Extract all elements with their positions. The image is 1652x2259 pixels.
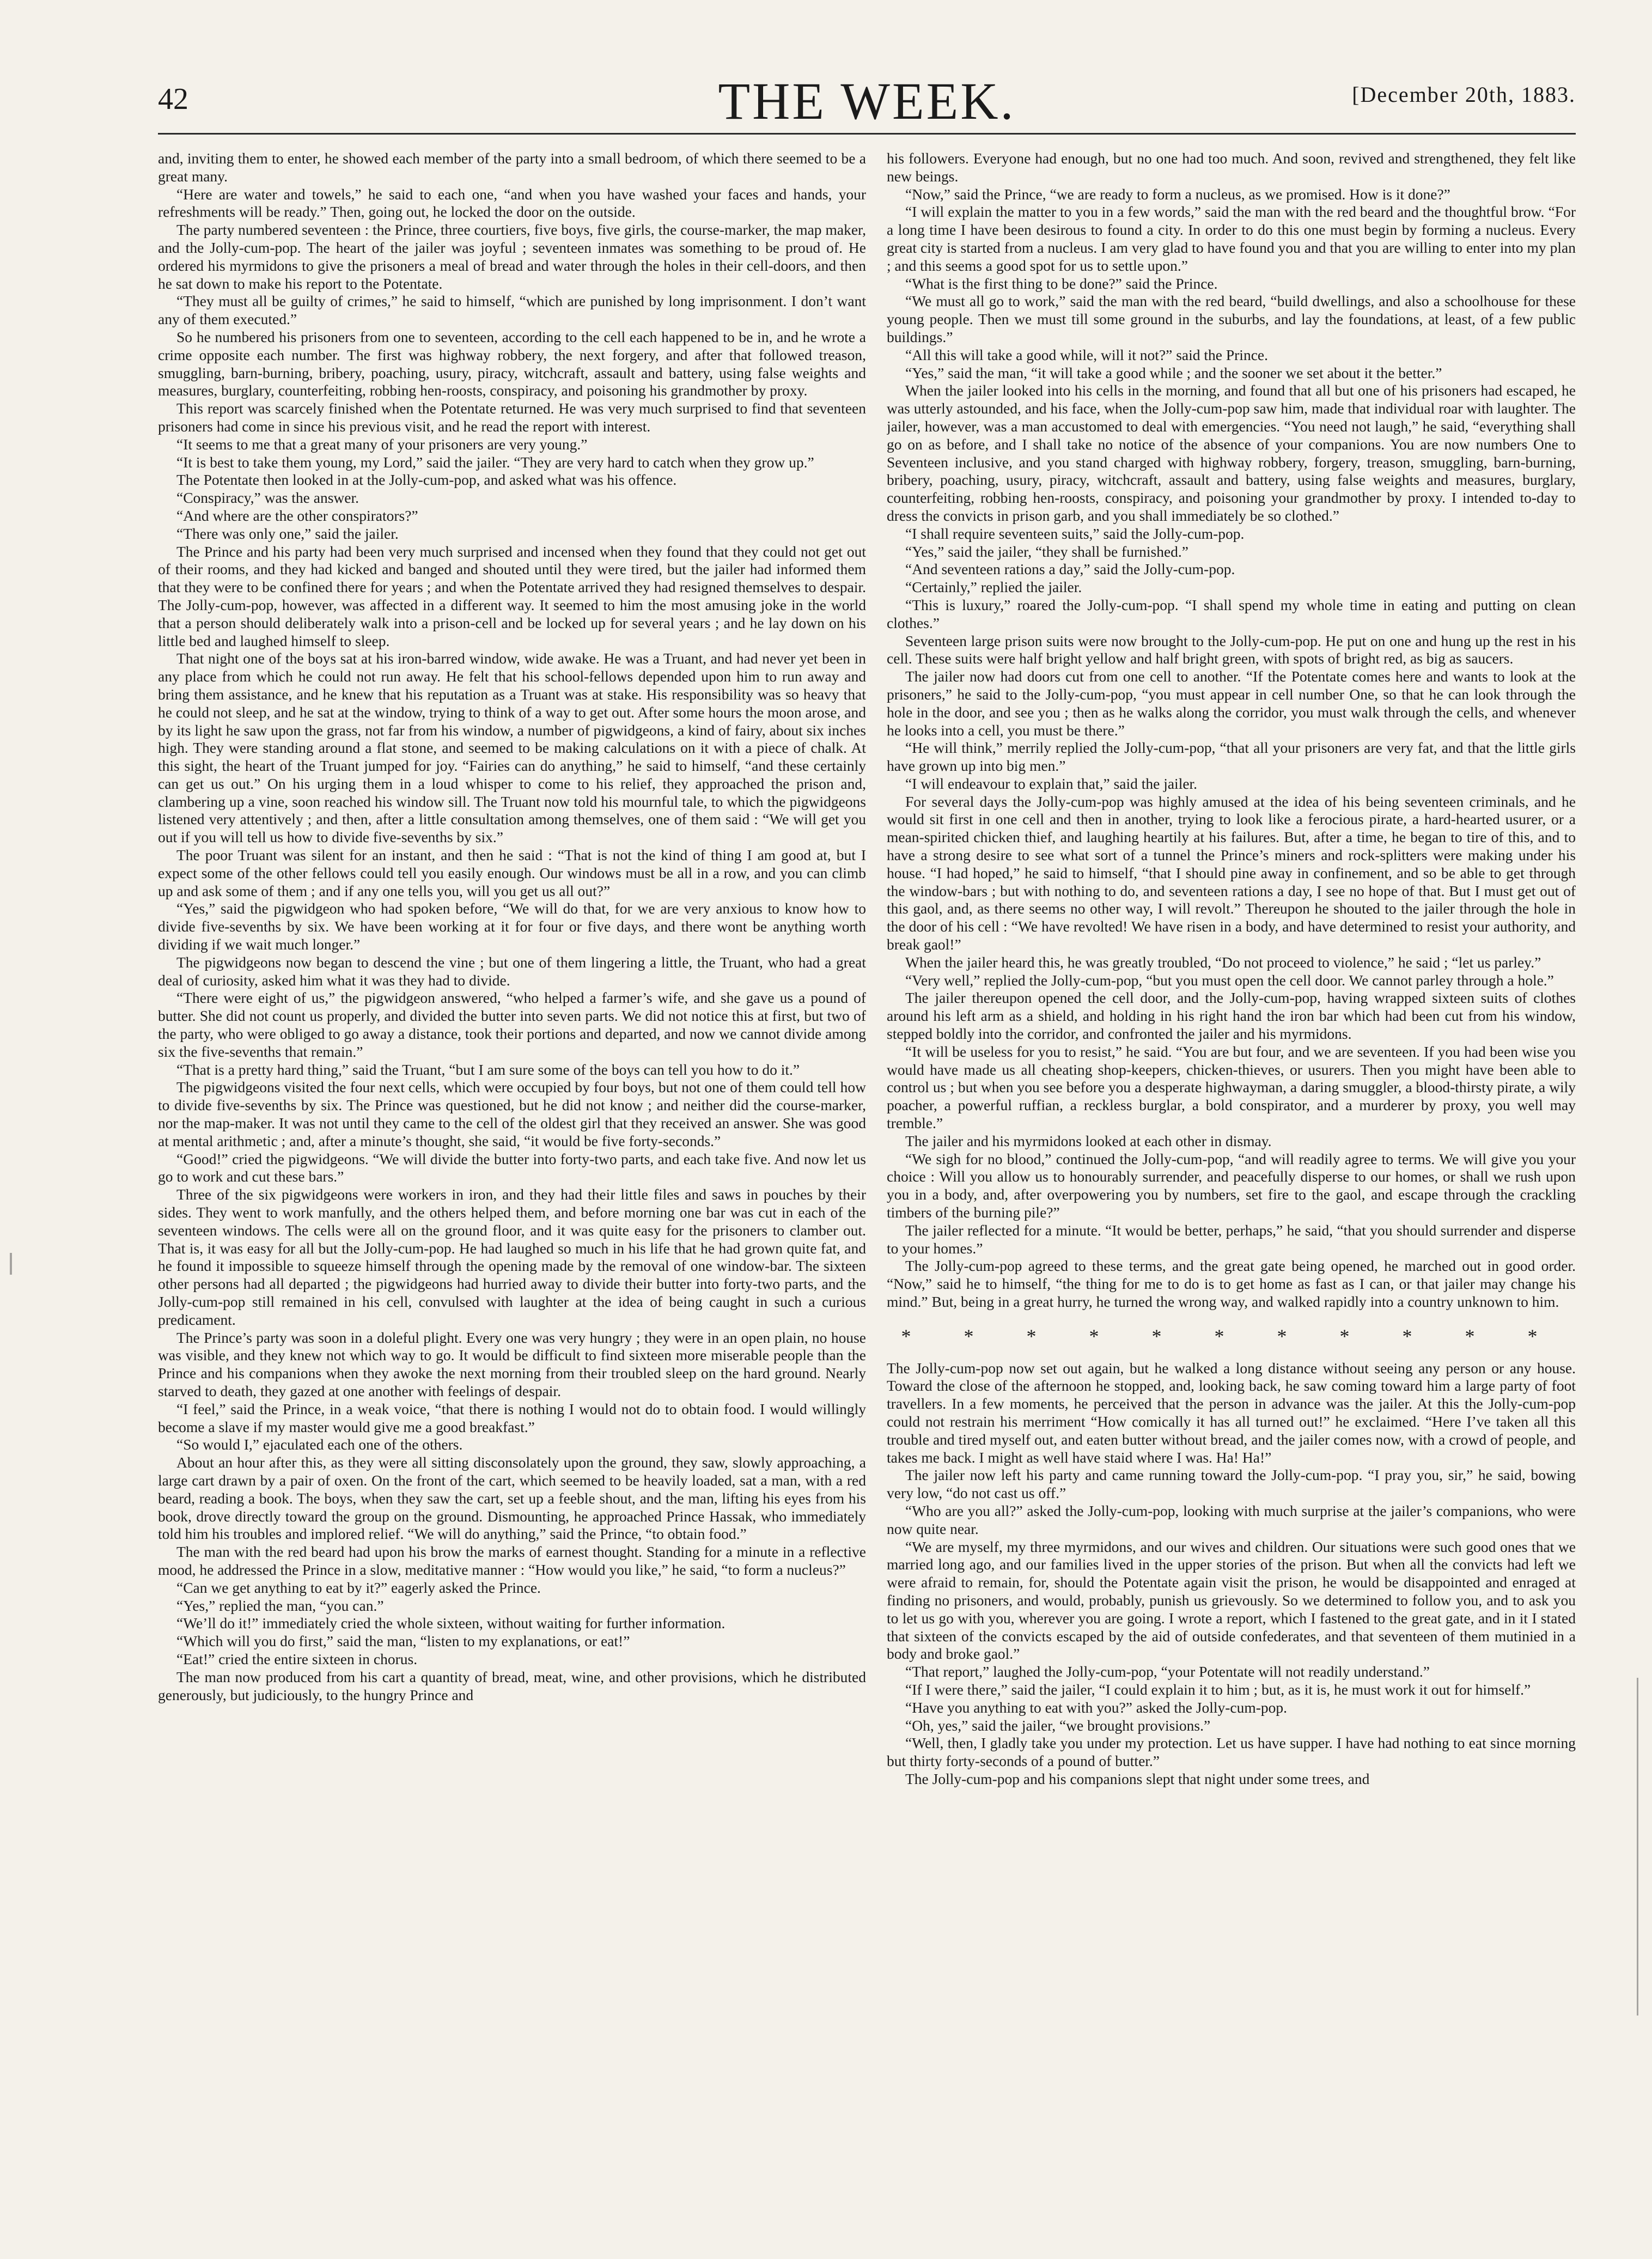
paragraph: The jailer reflected for a minute. “It would be better, perhaps,” he said, “that you should surrender and disperse to your homes.” [887, 1221, 1576, 1257]
paragraph: The poor Truant was silent for an instant, and then he said : “That is not the kind of thing I am good at, but I expect some of the other fellows could tell you easily enough. Our windows must be all in a row, and you can climb up and ask some of them ; and if any one tells you, will you get us all out?” [158, 847, 866, 899]
paragraph: “I will endeavour to explain that,” said the jailer. [905, 775, 1198, 792]
paragraph: his followers. Everyone had enough, but no one had too much. And soon, revived and strengthened, they felt like new beings. [887, 150, 1576, 185]
paragraph: “And where are the other conspirators?” [176, 507, 418, 524]
paragraph: “Here are water and towels,” he said to each one, “and when you have washed your faces and hands, your refreshments will be ready.” Then, going out, he locked the door on the outside. [158, 185, 866, 221]
paragraph: The jailer now left his party and came running toward the Jolly-cum-pop. “I pray you, sir,” he said, bowing very low, “do not cast us off.” [887, 1466, 1576, 1502]
paragraph: “They must all be guilty of crimes,” he said to himself, “which are punished by long imprisonment. I don’t want any of them executed.” [158, 293, 866, 328]
binding-mark [10, 1253, 12, 1275]
paragraph: The man with the red beard had upon his brow the marks of earnest thought. Standing for a minute in a reflective mood, he addressed the Prince in a slow, meditative manner : “How would you like,” he said, “to form a nucleus?” [158, 1543, 866, 1578]
paragraph: “Very well,” replied the Jolly-cum-pop, “but you must open the cell door. We cannot parley through a hole.” [905, 971, 1554, 989]
page-header [158, 71, 1576, 131]
paragraph: “There were eight of us,” the pigwidgeon answered, “who helped a farmer’s wife, and she gave us a pound of butter. She did not count us properly, and divided the butter into seven parts. We did not notice this at first, but two of the party, who were obliged to go away a distance, took their portions and departed, and now we cannot divide among six the five-sevenths that remain.” [158, 989, 866, 1060]
paragraph: The jailer now had doors cut from one cell to another. “If the Potentate comes here and wants to look at the prisoners,” he said to the Jolly-cum-pop, “you must appear in cell number One, so that he can look through the hole in the door, and see you ; then as he walks along the corridor, you must walk through the cells, and whenever he looks into a cell, you must be there.” [887, 668, 1576, 739]
paragraph: “All this will take a good while, will it not?” said the Prince. [905, 346, 1268, 363]
paragraph: “Oh, yes,” said the jailer, “we brought provisions.” [905, 1716, 1211, 1734]
paragraph: “Yes,” said the jailer, “they shall be furnished.” [905, 543, 1188, 560]
page-number: 42 [158, 82, 188, 116]
paragraph: When the jailer looked into his cells in the morning, and found that all but one of his prisoners had escaped, he was utterly astounded, and his face, when the Jolly-cum-pop saw him, made that individual roar with laughter. The jailer, however, was a man accustomed to deal with emergencies. “You need not laugh,” he said, “everything shall go on as before, and I shall take no notice of the absence of your companions. You are now numbers One to Seventeen inclusive, and you stand charged with highway robbery, forgery, treason, smuggling, barn-burning, bribery, poaching, usury, piracy, witchcraft, assault and battery, using false weights and measures, burglary, counterfeiting, robbing hen-roosts, conspiracy, and poisoning your grandmother by proxy. I intended to-day to dress the convicts in prison garb, and you shall immediately be so clothed.” [887, 382, 1576, 524]
paragraph: “Certainly,” replied the jailer. [905, 579, 1082, 596]
paragraph: The pigwidgeons now began to descend the vine ; but one of them lingering a little, the Truant, who had a great deal of curiosity, asked him what it was they had to divide. [158, 953, 866, 989]
paragraph: About an hour after this, as they were all sitting disconsolately upon the ground, they saw, slowly approaching, a large cart drawn by a pair of oxen. On the front of the cart, which seemed to be heavily loaded, sat a man, with a red beard, reading a book. The boys, when they saw the cart, set up a feeble shout, and the man, lifting his eyes from his book, drove directly toward the group on the ground. Dismounting, he approached Prince Hassak, who immediately told him his troubles and implored relief. “We will do anything,” said the Prince, “to obtain food.” [158, 1454, 866, 1543]
paragraph: “What is the first thing to be done?” said the Prince. [905, 275, 1218, 292]
paragraph: “We sigh for no blood,” continued the Jolly-cum-pop, “and will readily agree to terms. We will give you your choice : Will you allow us to honourably surrender, and peacefully disperse to our homes, or shall we rush upon you in a body, and, after overpowering you by numbers, set fire to the gaol, and escape through the crackling timbers of the burning pile?” [887, 1150, 1576, 1221]
paragraph: “If I were there,” said the jailer, “I could explain it to him ; but, as it is, he must work it out for himself.” [905, 1680, 1531, 1698]
paragraph: When the jailer heard this, he was greatly troubled, “Do not proceed to violence,” he said ; “let us parley.” [905, 953, 1541, 971]
paragraph: “It seems to me that a great many of your prisoners are very young.” [176, 435, 588, 453]
paragraph: The Jolly-cum-pop and his companions slept that night under some trees, and [905, 1770, 1370, 1787]
header-rule [158, 133, 1576, 135]
paragraph: Three of the six pigwidgeons were workers in iron, and they had their little files and saws in pouches by their sides. They went to work manfully, and the others helped them, and before morning one bar was cut in each of the seventeen windows. The cells were all on the ground floor, and it was quite easy for the prisoners to clamber out. That is, it was easy for all but the Jolly-cum-pop. He had laughed so much in his life that he had grown quite fat, and he found it impossible to squeeze himself through the opening made by the removal of one window-bar. The sixteen other persons had all departed ; the pigwidgeons had hurried away to divide their butter into forty-two parts, and the Jolly-cum-pop still remained in his cell, convulsed with laughter at the idea of being caught in such a curious predicament. [158, 1186, 866, 1328]
paragraph: “Conspiracy,” was the answer. [176, 489, 359, 507]
paragraph: “That is a pretty hard thing,” said the Truant, “but I am sure some of the boys can tell you how to do it.” [176, 1061, 800, 1078]
right-column [887, 150, 1576, 2236]
paragraph: “Good!” cried the pigwidgeons. “We will divide the butter into forty-two parts, and each take five. And now let us go to work and cut these bars.” [158, 1150, 866, 1185]
paragraph: “That report,” laughed the Jolly-cum-pop, “your Potentate will not readily understand.” [905, 1663, 1430, 1680]
right-column-part-two [887, 1360, 1576, 1788]
paragraph: “I feel,” said the Prince, in a weak voice, “that there is nothing I would not do to obtain food. I would willingly become a slave if my master would give me a good breakfast.” [158, 1400, 866, 1435]
paragraph: “There was only one,” said the jailer. [176, 525, 399, 542]
paragraph: “Yes,” replied the man, “you can.” [176, 1597, 384, 1614]
paragraph: “We’ll do it!” immediately cried the whole sixteen, without waiting for further information. [176, 1615, 726, 1632]
paragraph: “It will be useless for you to resist,” he said. “You are but four, and we are seventeen. If you had been wise you would have made us all cheating shop-keepers, chicken-thieves, or usurers. Then you might have been able to control us ; but when you see before you a desperate highwayman, a daring smuggler, a blood-thirsty pirate, a wily poacher, a powerful ruffian, a reckless burglar, a bold conspirator, and a murderer by proxy, you well may tremble.” [887, 1043, 1576, 1132]
paragraph: The Prince and his party had been very much surprised and incensed when they found that they could not get out of their rooms, and they had kicked and banged and shouted until they were tired, but the jailer had informed them that they were to be confined there for years ; and when the Potentate arrived they had resigned themselves to despair. The Jolly-cum-pop, however, was affected in a different way. It seemed to him the most amusing joke in the world that a person should deliberately walk into a prison-cell and be locked up for several years ; and he lay down on his little bed and laughed himself to sleep. [158, 543, 866, 649]
paragraph: “This is luxury,” roared the Jolly-cum-pop. “I shall spend my whole time in eating and putting on clean clothes.” [887, 596, 1576, 631]
paragraph: “Eat!” cried the entire sixteen in chorus. [176, 1650, 418, 1667]
paragraph: “Now,” said the Prince, “we are ready to form a nucleus, as we promised. How is it done?” [905, 185, 1450, 203]
paragraph: The jailer and his myrmidons looked at each other in dismay. [905, 1132, 1272, 1149]
paragraph: “So would I,” ejaculated each one of the others. [176, 1436, 463, 1453]
paragraph: “And seventeen rations a day,” said the Jolly-cum-pop. [905, 561, 1235, 578]
paragraph: “We must all go to work,” said the man with the red beard, “build dwellings, and also a schoolhouse for these young people. Then we must till some ground in the suburbs, and lay the foundations, at least, of a few public buildings.” [887, 293, 1576, 345]
paragraph: The party numbered seventeen : the Prince, three courtiers, five boys, five girls, the course-marker, the map maker, and the Jolly-cum-pop. The heart of the jailer was joyful ; seventeen inmates was something to be proud of. He ordered his myrmidons to give the prisoners a meal of bread and water through the holes in their cell-doors, and then he sat down to make his report to the Potentate. [158, 221, 866, 292]
binding-mark [1637, 1678, 1638, 2016]
right-column-part-one [887, 150, 1576, 1311]
paragraph: “Who are you all?” asked the Jolly-cum-pop, looking with much surprise at the jailer’s companions, who were now quite near. [887, 1502, 1576, 1537]
paragraph: The man now produced from his cart a quantity of bread, meat, wine, and other provisions, which he distributed generously, but judiciously, to the hungry Prince and [158, 1668, 866, 1703]
paragraph: “He will think,” merrily replied the Jolly-cum-pop, “that all your prisoners are very fat, and that the little girls have grown up into big men.” [887, 739, 1576, 775]
paragraph: The Jolly-cum-pop now set out again, but he walked a long distance without seeing any person or any house. Toward the close of the afternoon he stopped, and, looking back, he saw coming toward him a large party of foot travellers. In a few moments, he perceived that the person in advance was the jailer. At this the Jolly-cum-pop could not restrain his merriment “How comically it has all turned out!” he exclaimed. “Here I’ve taken all this trouble and tired myself out, and eaten butter without bread, and the jailer comes now, with a crowd of people, and takes me back. I might as well have staid where I was. Ha! Ha!” [887, 1359, 1576, 1466]
paragraph: For several days the Jolly-cum-pop was highly amused at the idea of his being seventeen criminals, and he would sit first in one cell and then in another, trying to look like a ferocious pirate, a hard-hearted usurer, or a mean-spirited chicken thief, and laughing heartily at his failures. But, after a time, he began to tire of this, and to have a strong desire to see what sort of a tunnel the Prince’s miners and rock-splitters were making under his house. “I had hoped,” he said to himself, “that I should pine away in confinement, and so be able to get through the window-bars ; but with nothing to do, and seventeen rations a day, I see no hope of that. But I must get out of this gaol, and, as there seems no other way, I will revolt.” Thereupon he shouted to the jailer through the hole in the door of his cell : “We have revolted! We have risen in a body, and have determined to resist your authority, and break gaol!” [887, 793, 1576, 953]
paragraph: This report was scarcely finished when the Potentate returned. He was very much surprised to find that seventeen prisoners had come in since his previous visit, and he read the report with interest. [158, 400, 866, 435]
paragraph: “I will explain the matter to you in a few words,” said the man with the red beard and the thoughtful brow. “For a long time I have been desirous to found a city. In order to do this one must begin by forming a nucleus. Every great city is started from a nucleus. I am very glad to have found you and that you are willing to enter into my plan ; and this seems a good spot for us to settle upon.” [887, 203, 1576, 274]
paragraph: The Prince’s party was soon in a doleful plight. Every one was very hungry ; they were in an open plain, no house was visible, and they knew not which way to go. It would be difficult to find sixteen more miserable people than the Prince and his companions when they awoke the next morning from their troubled sleep on the hard ground. Nearly starved to death, they gazed at one another with feelings of despair. [158, 1329, 866, 1399]
paragraph: The jailer thereupon opened the cell door, and the Jolly-cum-pop, having wrapped sixteen suits of clothes around his left arm as a shield, and holding in his right hand the iron bar which had been cut from his window, stepped boldly into the corridor, and confronted the jailer and his myrmidons. [887, 989, 1576, 1043]
paragraph: That night one of the boys sat at his iron-barred window, wide awake. He was a Truant, and had never yet been in any place from which he could not run away. He felt that his school-fellows depended upon him to run away and bring them assistance, and he knew that his reputation as a Truant was at stake. His responsibility was so heavy that he could not sleep, and he sat at the window, trying to think of a way to get out. After some hours the moon arose, and by its light he saw upon the grass, not far from his window, a number of pigwidgeons, a kind of fairy, about six inches high. They were standing around a flat stone, and seemed to be making calculations on it with a piece of chalk. At this sight, the heart of the Truant jumped for joy. “Fairies can do anything,” he said to himself, “and these certainly can get us out.” On his urging them in a loud whisper to come to his relief, they approached the prison and, clambering up a vine, soon reached his window sill. The Truant now told his mournful tale, to which the pigwidgeons listened very attentively ; and then, after a little consultation among themselves, one of them said : “We will get you out if you will tell us how to divide five-sevenths by six.” [158, 650, 866, 846]
section-break: * * * * * * * * * * * [901, 1325, 1562, 1347]
left-column [158, 150, 866, 2236]
paragraph: and, inviting them to enter, he showed each member of the party into a small bedroom, of which there seemed to be a great many. [158, 150, 866, 185]
paragraph: The Jolly-cum-pop agreed to these terms, and the great gate being opened, he marched out in good order. “Now,” said he to himself, “the thing for me to do is to get home as fast as I can, or that jailer may change his mind.” But, being in a great hurry, he turned the wrong way, and walked rapidly into a country unknown to him. [887, 1257, 1576, 1310]
paragraph: Seventeen large prison suits were now brought to the Jolly-cum-pop. He put on one and hung up the rest in his cell. These suits were half bright yellow and half bright green, with spots of bright red, as big as saucers. [887, 632, 1576, 667]
paragraph: The pigwidgeons visited the four next cells, which were occupied by four boys, but not one of them could tell how to divide five-sevenths by six. The Prince was questioned, but he did not know ; and neither did the course-marker, nor the map-maker. It was not until they came to the cell of the oldest girl that they received an answer. She was good at mental arithmetic ; and, after a minute’s thought, she said, “it would be five forty-seconds.” [158, 1079, 866, 1149]
paragraph: “Yes,” said the man, “it will take a good while ; and the sooner we set about it the better.” [905, 364, 1442, 381]
paragraph: “Which will you do first,” said the man, “listen to my explanations, or eat!” [176, 1633, 630, 1650]
issue-date: [December 20th, 1883. [1352, 82, 1576, 107]
publication-title: THE WEEK. [718, 72, 1016, 130]
paragraph: “Well, then, I gladly take you under my protection. Let us have supper. I have had nothing to eat since morning but thirty forty-seconds of a pound of butter.” [887, 1734, 1576, 1770]
paragraph: “I shall require seventeen suits,” said the Jolly-cum-pop. [905, 525, 1245, 542]
paragraph: So he numbered his prisoners from one to seventeen, according to the cell each happened to be in, and he wrote a crime opposite each number. The first was highway robbery, the next forgery, and after that followed treason, smuggling, barn-burning, bribery, poaching, usury, piracy, witchcraft, assault and battery, using false weights and measures, burglary, counterfeiting, robbing hen-roosts, conspiracy, and poisoning his grandmother by proxy. [158, 328, 866, 399]
paragraph: “Have you anything to eat with you?” asked the Jolly-cum-pop. [905, 1698, 1288, 1716]
paragraph: “Yes,” said the pigwidgeon who had spoken before, “We will do that, for we are very anxious to know how to divide five-sevenths by six. We have been working at it for four or five days, and there wont be anything worth dividing if we wait much longer.” [158, 900, 866, 953]
paragraph: The Potentate then looked in at the Jolly-cum-pop, and asked what was his offence. [176, 471, 677, 489]
paragraph: “We are myself, my three myrmidons, and our wives and children. Our situations were such good ones that we married long ago, and our families lived in the upper stories of the prison. But when all the convicts had left we were afraid to remain, for, should the Potentate again visit the prison, he would be disappointed and enraged at finding no prisoners, and would, probably, punish us grievously. So we determined to follow you, and to ask you to let us go with you, wherever you are going. I wrote a report, which I fastened to the great gate, and in it I stated that sixteen of the convicts escaped by the aid of outside confederates, and that seventeen of them mutinied in a body and broke gaol.” [887, 1538, 1576, 1663]
paragraph: “Can we get anything to eat by it?” eagerly asked the Prince. [176, 1579, 541, 1596]
paragraph: “It is best to take them young, my Lord,” said the jailer. “They are very hard to catch when they grow up.” [176, 453, 814, 471]
